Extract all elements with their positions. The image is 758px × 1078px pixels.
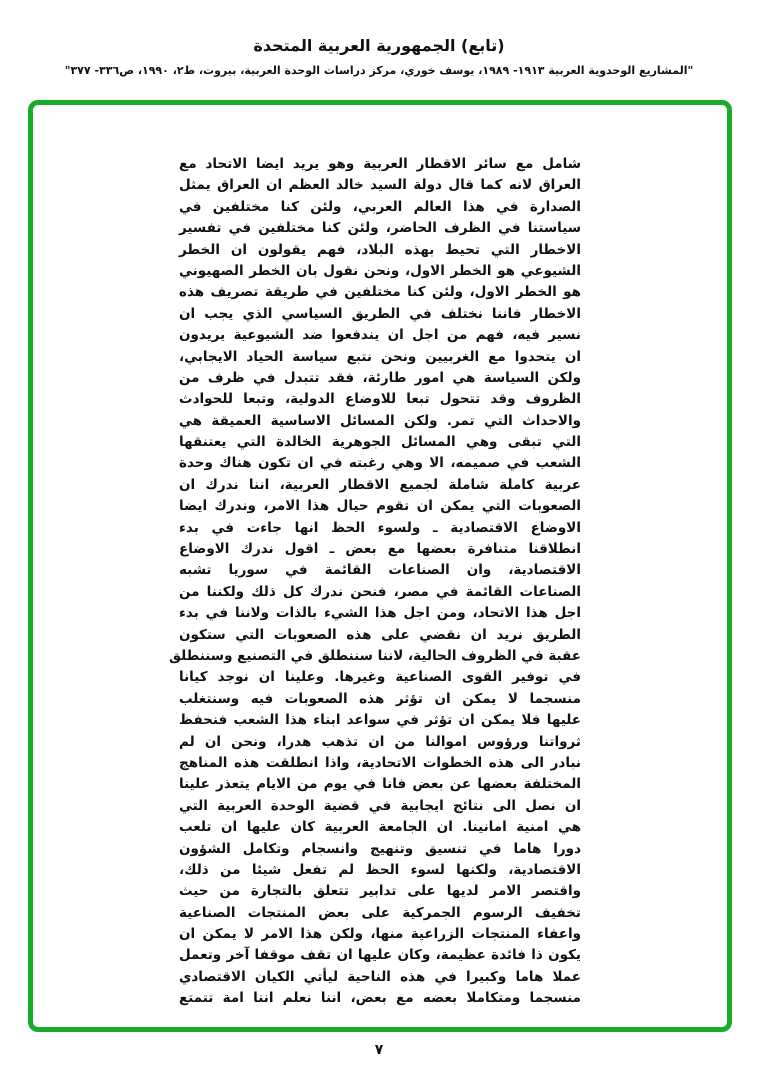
text-line: اجل هذا الاتحاد، ومن اجل هذا الشيء بالذات ولاننا في بدء <box>179 605 581 622</box>
text-line: عملا هاما وكبيرا في هذه الناحية ليأتي الكيان الاقتصادي <box>179 968 581 985</box>
text-line: الاقتصادية، وان الصناعات القائمة في سوريا تشبه <box>179 562 581 579</box>
text-line: منسجما لا يمكن ان تؤثر هذه الصعوبات فيه وسنتغلب <box>179 690 581 707</box>
text-line: دورا هاما في تنسيق وتنهيج وانسجام وتكامل الشؤون <box>179 840 581 857</box>
text-line: نسير فيه، فهم من اجل ان يندفعوا ضد الشيوعية يريدون <box>179 327 581 344</box>
text-line: يكون ذا فائدة عظيمة، وكان عليها ان تقف موقفا آخر وتعمل <box>179 947 581 964</box>
text-line: والاحداث التي تمر. ولكن المسائل الاساسية العميقة هي <box>179 412 581 429</box>
page-title: (تابع) الجمهورية العربية المتحدة <box>253 36 505 55</box>
page-number: ٧ <box>374 1042 384 1058</box>
text-line: المختلفة بعضها عن بعض فانا في يوم من الايام يتعذر علينا <box>179 776 581 793</box>
text-line: ان يتحدوا مع الغربيين ونحن نتبع سياسة الحياد الايجابي، <box>179 348 581 365</box>
source-citation: "المشاريع الوحدوية العربية ١٩١٣- ١٩٨٩، يوسف خوري، مركز دراسات الوحدة العربية، بيروت، ط٢، ١٩٩٠، ص٣٣٦- ٣٧٧" <box>64 64 694 77</box>
text-line: انطلاقنا متنافرة بعضها مع بعض ـ اقول ندرك الاوضاع <box>179 541 581 558</box>
text-line: هو الخطر الاول، ولئن كنا مختلفين في طريقة تصريف هذه <box>179 284 581 301</box>
text-line: الصناعات القائمة في مصر، فنحن ندرك كل ذلك ولكننا من <box>179 583 581 600</box>
text-line: الاخطار فاننا نختلف في الطريق السياسي الذي يجب ان <box>179 305 581 322</box>
text-line: الطريق نريد ان نقضي على هذه الصعوبات التي ستكون <box>179 626 581 643</box>
text-line: منسجما ومتكاملا بعضه مع بعض، اننا نعلم اننا امة تتمتع <box>179 990 581 1007</box>
text-line: الظروف وقد تتحول تبعا للاوضاع الدولية، وتبعا للحوادث <box>179 391 581 408</box>
body-text <box>168 154 581 1010</box>
text-line: عربية كاملة شاملة لجميع الاقطار العربية، اننا ندرك ان <box>179 476 581 493</box>
text-line: الاوضاع الاقتصادية ـ ولسوء الحظ انها جاءت في بدء <box>179 519 581 536</box>
text-line: عقبة في الظروف الحالية، لاننا سننطلق في التصنيع وسننطلق <box>168 647 581 664</box>
text-line: عليها فلا يمكن ان تؤثر في سواعد ابناء هذا الشعب فنحفظ <box>179 712 581 729</box>
text-line: سياستنا في الظرف الحاضر، ولئن كنا مختلفين في تفسير <box>179 220 581 237</box>
text-line: التي تبقى وهي المسائل الجوهرية الخالدة التي يعتنقها <box>179 434 581 451</box>
text-line: الاقتصادية، ولكنها لسوء الحظ لم تفعل شيئا من ذلك، <box>179 861 581 878</box>
text-line: ثرواتنا ورؤوس اموالنا من ان تذهب هدرا، ونحن ان لم <box>179 733 581 750</box>
text-line: واعفاء المنتجات الزراعية منها، ولكن هذا الامر لا يمكن ان <box>179 926 581 943</box>
text-line: الاخطار التي تحيط بهذه البلاد، فهم يقولون ان الخطر <box>179 241 581 258</box>
text-line: تخفيف الرسوم الجمركية على بعض المنتجات الصناعية <box>179 904 581 921</box>
text-line: ولكن السياسة هي امور طارئة، فقد تتبدل في ظرف من <box>179 369 581 386</box>
text-line: الشعب في صميمه، الا وهي رغبته في ان تكون هناك وحدة <box>179 455 581 472</box>
text-line: الصعوبات التي يمكن ان تقوم حيال هذا الامر، وندرك ايضا <box>179 498 581 515</box>
text-line: شامل مع سائر الاقطار العربية وهو يريد ايضا الاتحاد مع <box>179 156 581 172</box>
text-line: في توفير القوى الصناعية وغيرها. وعلينا ان نوجد كيانا <box>179 669 581 686</box>
text-line: ان نصل الى نتائج ايجابية في قضية الوحدة العربية التي <box>179 797 581 814</box>
text-line: الشيوعي هو الخطر الاول، ونحن نقول بان الخطر الصهيوني <box>179 262 581 279</box>
text-line: واقتصر الامر لديها على تدابير تتعلق بالتجارة من حيث <box>179 883 581 900</box>
text-line: الصدارة في هذا العالم العربي، ولئن كنا مختلفين في <box>179 198 581 215</box>
text-line: العراق لانه كما قال دولة السيد خالد العظم ان العراق يمثل <box>179 177 581 194</box>
text-line: هي امنية امانينا. ان الجامعة العربية كان عليها ان تلعب <box>179 819 581 836</box>
text-line: نبادر الى هذه الخطوات الاتحادية، واذا انطلقت هذه المناهج <box>179 754 581 771</box>
